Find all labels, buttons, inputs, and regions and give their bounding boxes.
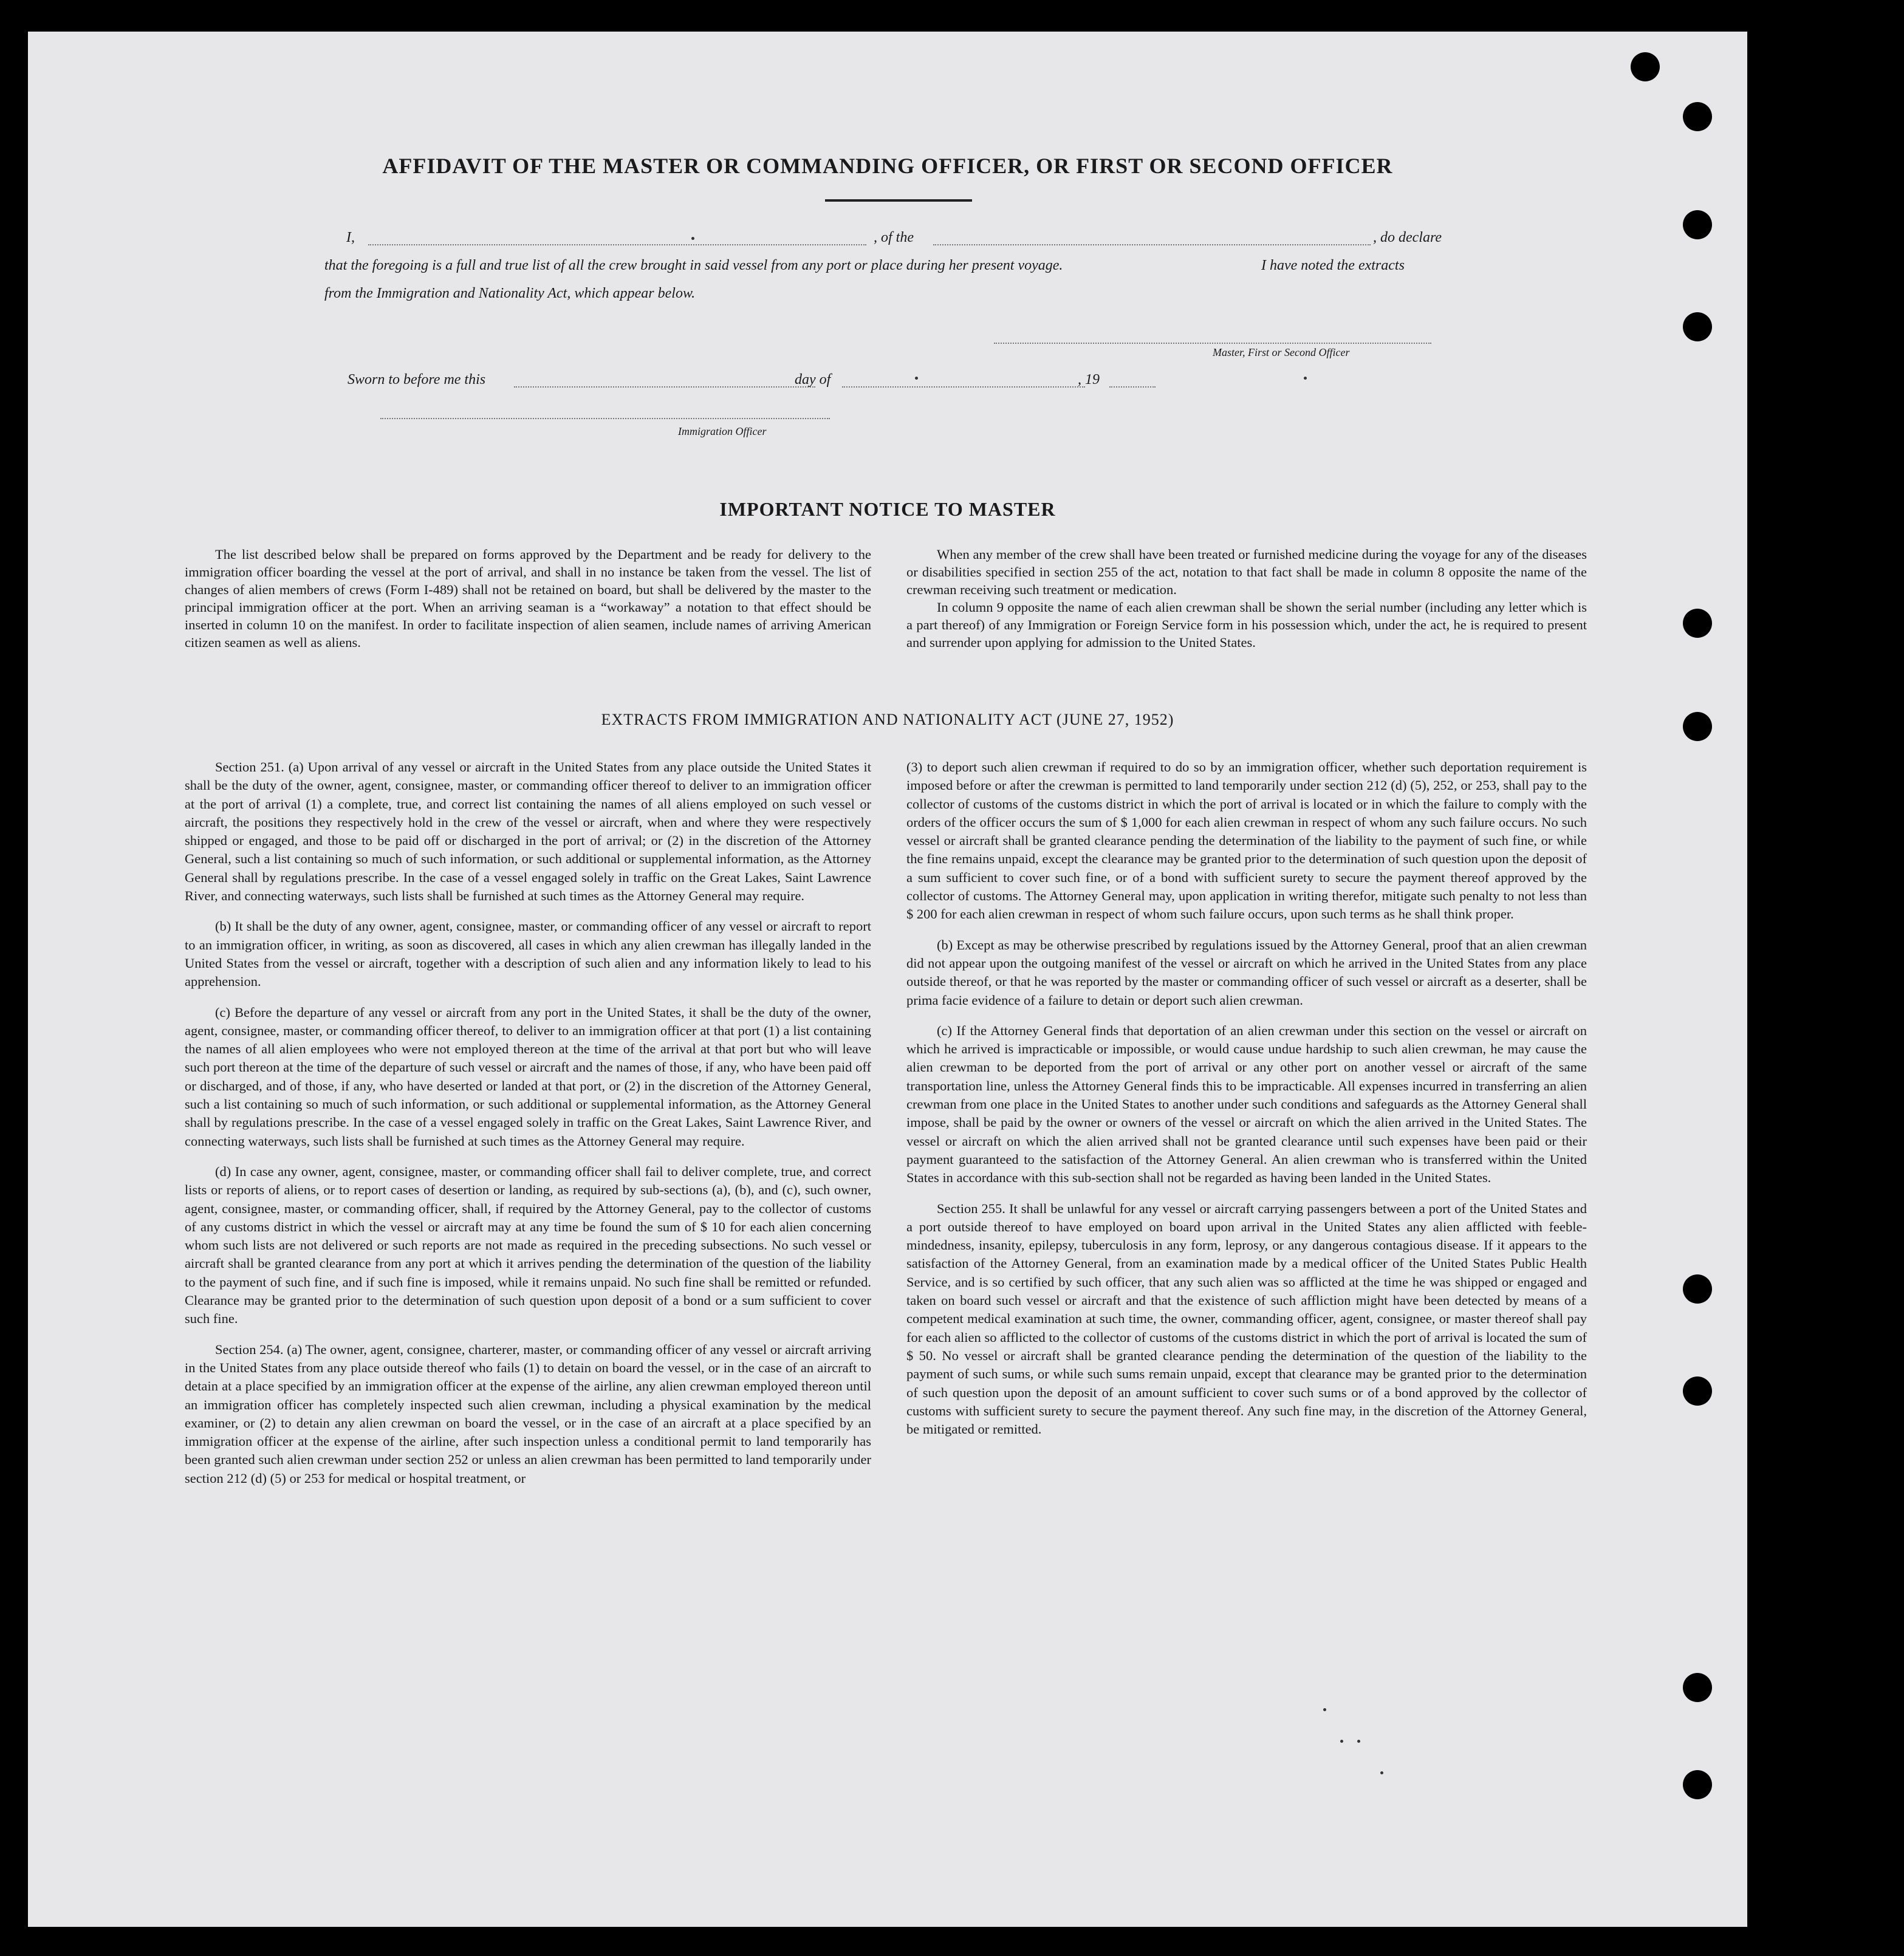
binder-hole xyxy=(1631,52,1660,81)
section-251b: (b) It shall be the duty of any owner, agent, consignee, master, or commanding officer of any vessel or aircraft to report to an immigration officer, in writing, as soon as discovered, all cases in which any alien crewman has illegally landed in the United States from the vessel or aircraft, together with a description of such alien and any information likely to lead to his apprehension. xyxy=(185,918,871,990)
vessel-field[interactable] xyxy=(933,244,1371,245)
declaration-line-1-tail: I have noted the extracts xyxy=(1261,258,1405,273)
sworn-day-field[interactable] xyxy=(514,386,815,388)
section-255: Section 255. It shall be unlawful for any vessel or aircraft carrying passengers between a port of the United States and a port outside thereof to have employed on board upon arrival in the United States any alien afflicted with feeble-mindedness, insanity, epilepsy, tuberculosis in any form, leprosy, or any dangerous contagious disease. If it appears to the satisfaction of the Attorney General, from an examination made by a medical officer of the United States Public Health Service, and is so certified by such officer, that any such alien was so afflicted at the time he was shipped or engaged and taken on board such vessel or aircraft and that the existence of such affliction might have been detected by means of a competent medical examination at such time, the owner, commanding officer, agent, consignee, or master thereof shall pay for each alien so afflicted to the collector of customs of the customs district in which the port of arrival is located the sum of $ 50. No vessel or aircraft shall be granted clearance pending the determination of the question of the liability to the payment of such sums, or while such sums remain unpaid, except that clearance may be granted prior to the determination of such question upon the deposit of an amount sufficient to cover such sums or of a bond approved by the collector of customs with sufficient surety to secure the payment thereof. Any such fine may, in the discretion of the Attorney General, be mitigated or remitted. xyxy=(906,1200,1587,1437)
title-rule xyxy=(825,199,972,202)
notice-right-paragraph-1: When any member of the crew shall have been treated or furnished medicine during the voyage for any of the diseases or disabilities specified in section 255 of the act, notation to that fact shall be made in column 8 opposite the name of the crewman receiving such treatment or medication. xyxy=(906,547,1587,597)
officer-signature-label: Immigration Officer xyxy=(678,425,767,437)
notice-right-paragraph-2: In column 9 opposite the name of each alien crewman shall be shown the serial number (including any letter which is a part thereof) of any Immigration or Foreign Service form in his possession which, under the act, he is required to present and surrender upon applying for admission to the United States. xyxy=(906,600,1587,650)
speck xyxy=(915,377,918,380)
day-of-label: day of xyxy=(795,372,831,388)
officer-signature-field[interactable] xyxy=(380,418,830,419)
binder-hole xyxy=(1683,712,1712,741)
binder-hole xyxy=(1683,1376,1712,1406)
extracts-right-column xyxy=(906,758,1587,1451)
section-251d: (d) In case any owner, agent, consignee, master, or commanding officer shall fail to deliver complete, true, and correct lists or reports of aliens, or to report cases of desertion or landing, as required by sub-sections (a), (b), and (c), such owner, agent, consignee, master, or commanding officer, shall, if required by the Attorney General, pay to the collector of customs of any customs district in which the vessel or aircraft may at any time be found the sum of $ 10 for each alien concerning whom such lists are not delivered or such reports are not made as required in the preceding subsections. No such vessel or aircraft shall be granted clearance from any port at which it arrives pending the determination of the question of the liability to the payment of such fine, and if such fine is imposed, while it remains unpaid. No such fine shall be remitted or refunded. Clearance may be granted prior to the determination of such question upon deposit of a bond or a sum sufficient to cover such fine. xyxy=(185,1163,871,1327)
speck xyxy=(1304,377,1307,380)
declaration-line-2: from the Immigration and Nationality Act, which appear below. xyxy=(324,286,696,301)
speck xyxy=(1357,1740,1360,1743)
sworn-label: Sworn to before me this xyxy=(348,372,486,388)
extracts-left-column xyxy=(185,758,871,1500)
do-declare-label: , do declare xyxy=(1373,230,1442,245)
notice-right-column xyxy=(906,545,1587,651)
binder-hole xyxy=(1683,102,1712,131)
notice-title: IMPORTANT NOTICE TO MASTER xyxy=(719,498,1056,520)
of-the-label: , of the xyxy=(874,230,914,245)
section-254c: (c) If the Attorney General finds that deportation of an alien crewman under this section on the vessel or aircraft on which he arrived is impracticable or impossible, or would cause undue hardship to such alien crewman, he may cause the alien crewman to be deported from the port of arrival or any other port on another vessel or aircraft of the same transportation line, unless the Attorney General finds this to be impracticable. All expenses incurred in transferring an alien crewman from one place in the United States to another under such conditions and safeguards as the Attorney General shall impose, shall be paid by the owner or owners of the vessel or aircraft on which the alien arrived in the United States. The vessel or aircraft on which the alien arrived shall not be granted clearance until such expenses have been paid or their payment guaranteed to the satisfaction of the Attorney General. An alien crewman who is transferred within the United States in accordance with this sub-section shall not be regarded as having been landed in the United States. xyxy=(906,1022,1587,1186)
extracts-title: EXTRACTS FROM IMMIGRATION AND NATIONALITY ACT (JUNE 27, 1952) xyxy=(601,711,1174,728)
speck xyxy=(1340,1740,1343,1743)
section-254a-continued: (3) to deport such alien crewman if required to do so by an immigration officer, whether such deportation requirement is imposed before or after the crewman is permitted to land temporarily under section 212 (d) (5), 252, or 253, shall pay to the collector of customs of the customs district in which the port of arrival is located or in which the failure to comply with the orders of the officer occurs the sum of $ 1,000 for each alien crewman in respect of whom any such failure occurs. No such vessel or aircraft shall be granted clearance pending the determination of the liability to the payment of such fine, or while the fine remains unpaid, except the clearance may be granted prior to the determination of such question upon the deposit of a sum sufficient to cover such fine, or of a bond with sufficient surety to secure the payment thereof approved by the collector of customs. The Attorney General may, upon application in writing therefor, mitigate such penalty to not less than $ 200 for each alien crewman in respect of whom such failure occurs, upon such terms as he shall think proper. xyxy=(906,759,1587,922)
binder-hole xyxy=(1683,312,1712,341)
section-251c: (c) Before the departure of any vessel or aircraft from any port in the United States, it shall be the duty of the owner, agent, consignee, master, or commanding officer thereof, to deliver to an immigration officer at that port (1) a list containing the names of all alien employees who were not employed thereon at the time of the arrival at that port but who will leave such port thereon at the time of the departure of such vessel or aircraft and the names of those, if any, who have been paid off or discharged, and of those, if any, who have deserted or landed at that port, or (2) in the discretion of the Attorney General, such a list containing so much of such information, or such additional or supplemental information, as the Attorney General shall by regulations prescribe. In the case of a vessel engaged solely in traffic on the Great Lakes, Saint Lawrence River, and connecting waterways, such lists shall be furnished at such times as the Attorney General may require. xyxy=(185,1004,871,1149)
binder-hole xyxy=(1683,210,1712,239)
speck xyxy=(1380,1771,1383,1774)
affidavit-title: AFFIDAVIT OF THE MASTER OR COMMANDING OFFICER, OR FIRST OR SECOND OFFICER xyxy=(382,154,1393,178)
section-254a: Section 254. (a) The owner, agent, consignee, charterer, master, or commanding officer of any vessel or aircraft arriving in the United States from any place outside thereof who fails (1) to detain on board the vessel, or in the case of an aircraft to detain at a place specified by an immigration officer at the expense of the airline, any alien crewman employed thereon until an immigration officer has completely inspected such alien crewman, including a physical examination by the medical examiner, or (2) to detain any alien crewman on board the vessel, or in the case of an aircraft at a place specified by an immigration officer at the expense of the airline, after such inspection unless a conditional permit to land temporarily has been granted such alien crewman under section 252 or unless an alien crewman has been permitted to land temporarily under section 212 (d) (5) or 253 for medical or hospital treatment, or xyxy=(185,1341,871,1486)
notice-left-paragraph: The list described below shall be prepared on forms approved by the Department and be ready for delivery to the immigration officer boarding the vessel at the port of arrival, and shall in no instance be taken from the vessel. The list of changes of alien members of crews (Form I-489) shall not be retained on board, but shall be delivered by the master to the principal immigration officer at the port. When an arriving seaman is a “workaway” a notation to that effect should be inserted in column 10 on the manifest. In order to facilitate inspection of alien seamen, include names of arriving American citizen seamen as well as aliens. xyxy=(185,547,871,650)
document-page xyxy=(28,32,1747,1927)
speck xyxy=(1323,1708,1326,1711)
binder-hole xyxy=(1683,1673,1712,1702)
master-signature-field[interactable] xyxy=(994,343,1431,344)
master-signature-label: Master, First or Second Officer xyxy=(1213,346,1350,358)
binder-hole xyxy=(1683,609,1712,638)
sworn-month-field[interactable] xyxy=(842,386,1085,388)
section-251a: Section 251. (a) Upon arrival of any vessel or aircraft in the United States from any place outside the United States it shall be the duty of the owner, agent, consignee, master, or commanding officer thereof to deliver to an immigration officer at the port of arrival (1) a complete, true, and correct list containing the names of all aliens employed on such vessel or aircraft, the positions they respectively hold in the crew of the vessel or aircraft, when and where they were respectively shipped or engaged, and those to be paid off or discharged in the port of arrival; or (2) in the discretion of the Attorney General, such a list containing so much of such information, or such additional or supplemental information, as the Attorney General shall by regulations prescribe. In the case of a vessel engaged solely in traffic on the Great Lakes, Saint Lawrence River, and connecting waterways, such lists shall be furnished at such times as the Attorney General may require. xyxy=(185,759,871,904)
year-label: , 19 xyxy=(1078,372,1100,388)
speck xyxy=(691,237,694,240)
binder-hole xyxy=(1683,1274,1712,1304)
sworn-year-field[interactable] xyxy=(1109,386,1156,388)
i-label: I, xyxy=(346,230,355,245)
section-254b: (b) Except as may be otherwise prescribed by regulations issued by the Attorney General, proof that an alien crewman did not appear upon the outgoing manifest of the vessel or aircraft on which he arrived in the United States from any place outside thereof, or that he was reported by the master or commanding officer of such vessel or aircraft as a deserter, shall be prima facie evidence of a failure to detain or deport such alien crewman. xyxy=(906,937,1587,1008)
name-field[interactable] xyxy=(368,244,866,245)
declaration-line-1: that the foregoing is a full and true list of all the crew brought in said vessel from any port or place during her present voyage. xyxy=(324,258,1063,273)
notice-left-column xyxy=(185,545,871,651)
binder-hole xyxy=(1683,1770,1712,1799)
